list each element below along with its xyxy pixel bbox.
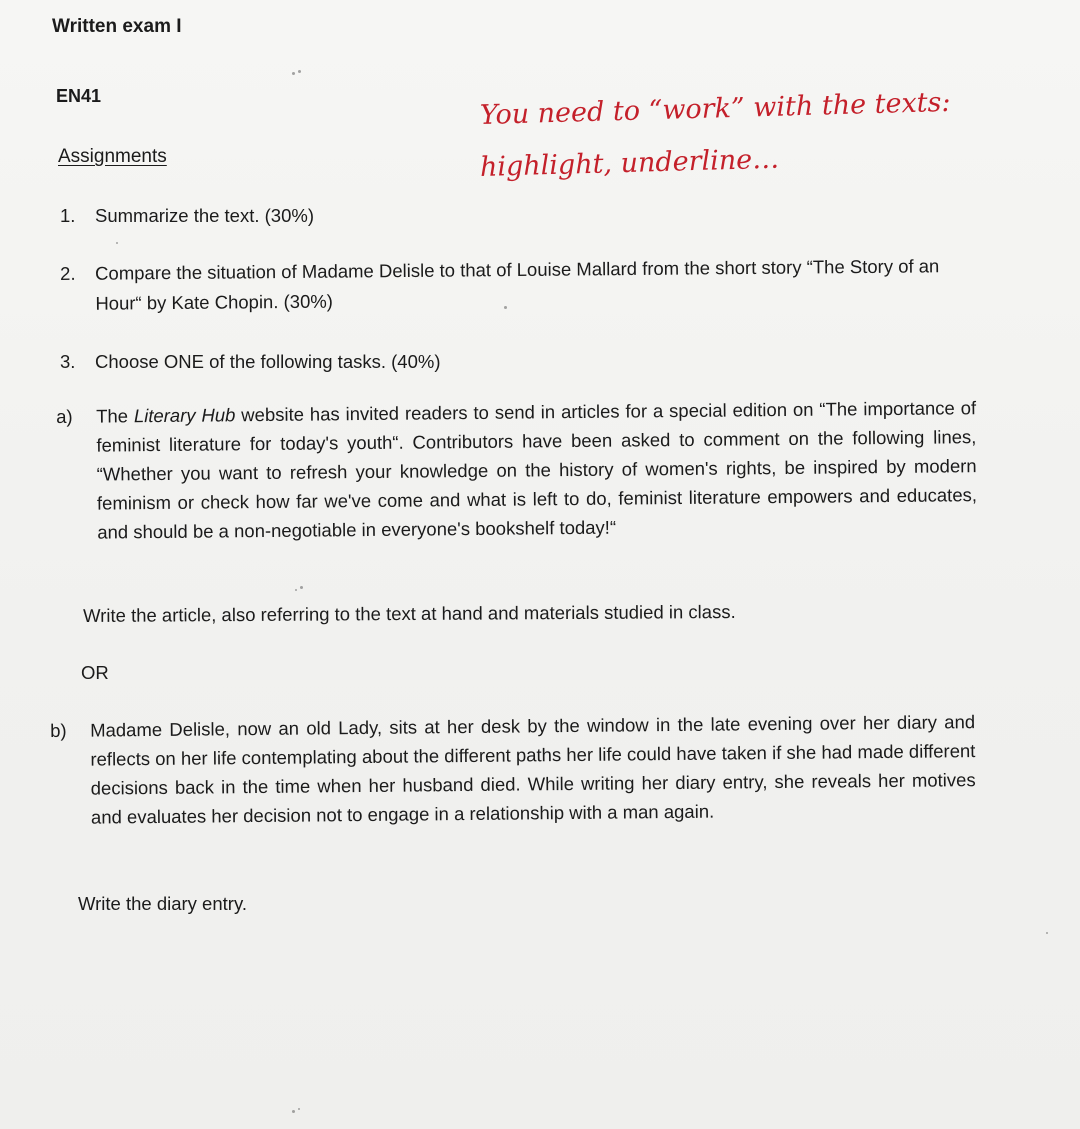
task-a-text — [96, 393, 977, 546]
handwritten-note-line-1: You need to “work” with the texts: — [479, 86, 951, 131]
assignment-2 — [60, 251, 985, 319]
assignment-text: Summarize the text. (30%) — [95, 205, 314, 226]
paper-speck — [1046, 932, 1048, 934]
paper-speck — [292, 1110, 295, 1113]
exam-title: Written exam I — [52, 16, 182, 37]
handwritten-note-line-2: highlight, underline… — [479, 143, 780, 183]
assignment-text: Choose ONE of the following tasks. (40%) — [95, 351, 441, 372]
task-a-label: a) — [56, 405, 73, 427]
task-b — [50, 707, 976, 832]
or-separator: OR — [81, 662, 109, 683]
assignment-1 — [60, 201, 960, 231]
assignments-heading: Assignments — [58, 146, 167, 167]
task-b-instruction: Write the diary entry. — [78, 893, 247, 914]
assignment-number: 3. — [60, 351, 76, 372]
publication-name: Literary Hub — [133, 404, 236, 427]
assignment-text: Compare the situation of Madame Delisle to that of Louise Mallard from the short story “The Story of an Hour“ by Kate Chopin. (30%) — [95, 255, 940, 314]
task-a-text-rest: website has invited readers to send in articles for a special edition on “The importance of feminist literature for today's youth“. Contributors have been asked to comment on the following lines, “Whether you want to refresh your knowledge on the history of women's rights, be inspired by modern feminism or check how far we've come and what is left to do, feminist literature empowers and educates, and should be a non-negotiable in everyone's bookshelf today!“ — [96, 397, 978, 543]
task-a-text-start: The — [96, 405, 134, 427]
task-a — [56, 393, 977, 547]
course-code: EN41 — [56, 86, 102, 106]
assignment-number: 1. — [60, 205, 76, 226]
paper-speck — [298, 1108, 300, 1110]
paper-speck — [292, 72, 295, 75]
task-a-instruction: Write the article, also referring to the text at hand and materials studied in class. — [83, 601, 736, 626]
task-b-text: Madame Delisle, now an old Lady, sits at her desk by the window in the late evening over her diary and reflects on her life contemplating about the different paths her life could have taken if she had made different decisions back in the time when her husband died. While writing her diary entry, she reveals her motives and evaluates her decision not to engage in a relationship with a man again. — [90, 711, 976, 828]
paper-speck — [295, 589, 297, 591]
assignment-number: 2. — [60, 262, 76, 284]
paper-speck — [300, 586, 303, 589]
paper-speck — [298, 70, 301, 73]
paper-speck — [116, 242, 118, 244]
assignment-3 — [60, 347, 960, 377]
task-b-label: b) — [50, 719, 67, 741]
paper-speck — [504, 306, 507, 309]
